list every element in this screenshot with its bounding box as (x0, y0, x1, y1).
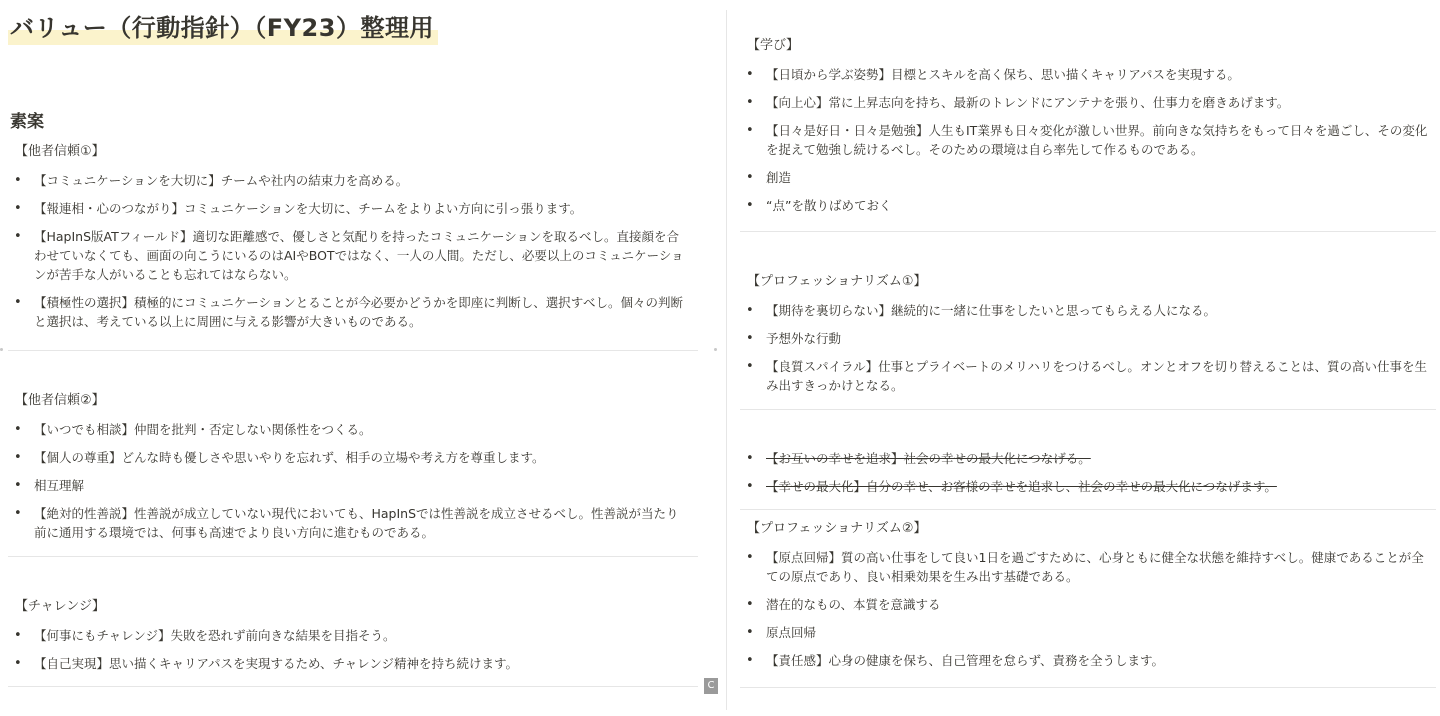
bullet-list (740, 449, 1436, 496)
list-item: • 【個人の尊重】どんな時も優しさや思いやりを忘れず、相手の立場や考え方を尊重します。 (8, 448, 698, 467)
list-item: • 【HapInS版ATフィールド】適切な距離感で、優しさと気配りを持ったコミュニケーションを取るべし。直接顔を合わせていなくても、画面の向こうにいるのはAIやBOTではなく、一人の人間。ただし、必要以上のコミュニケーションが苦手な人がいることも忘れてはならない。 (8, 227, 698, 284)
section-title: 【プロフェッショナリズム①】 (747, 274, 927, 289)
draft-heading: 素案 (10, 112, 44, 132)
right-column (734, 0, 1440, 716)
bullet-list (8, 420, 698, 542)
list-item: • 創造 (740, 168, 1436, 187)
section-title: 【チャレンジ】 (15, 599, 105, 614)
section-title: 【学び】 (747, 38, 800, 53)
divider (8, 686, 698, 687)
list-item: • 【良質スパイラル】仕事とプライベートのメリハリをつけるべし。オンとオフを切り替えることは、質の高い仕事を生み出すきっかけとなる。 (740, 357, 1436, 395)
section-professionalism-2 (740, 519, 1436, 670)
list-item: • 【向上心】常に上昇志向を持ち、最新のトレンドにアンテナを張り、仕事力を磨きあげます。 (740, 93, 1436, 112)
list-item: • 潜在的なもの、本質を意識する (740, 595, 1436, 614)
list-item: • 【絶対的性善説】性善説が成立していない現代においても、HapInSでは性善説を成立させるべし。性善説が当たり前に通用する環境では、何事も高速でより良い方向に進むものである。 (8, 504, 698, 542)
divider (740, 509, 1436, 510)
page-title: バリュー（行動指針）（FY23）整理用 (8, 8, 438, 45)
list-item: • 原点回帰 (740, 623, 1436, 642)
list-item: • 【積極性の選択】積極的にコミュニケーションとることが今必要かどうかを即座に判断し、選択すべし。個々の判断と選択は、考えている以上に周囲に与える影響が大きいものである。 (8, 293, 698, 331)
divider (740, 231, 1436, 232)
list-item: • 【いつでも相談】仲間を批判・否定しない関係性をつくる。 (8, 420, 698, 439)
list-item: • 【日々是好日・日々是勉強】人生もIT業界も日々変化が激しい世界。前向きな気持ちをもって日々を過ごし、その変化を捉えて勉強し続けるべし。そのための環境は自ら率先して作るものである。 (740, 121, 1436, 159)
list-item: • 【自己実現】思い描くキャリアパスを実現するため、チャレンジ精神を持ち続けます。 (8, 654, 698, 673)
section-title: 【プロフェッショナリズム②】 (747, 521, 927, 536)
section-learning (740, 36, 1436, 215)
list-item-struck: • 【幸せの最大化】自分の幸せ、お客様の幸せを追求し、社会の幸せの最大化につなげます。 (740, 477, 1436, 496)
list-item: • 【コミュニケーションを大切に】チームや社内の結束力を高める。 (8, 171, 698, 190)
section-title: 【他者信頼①】 (15, 144, 105, 159)
list-item: • 【報連相・心のつながり】コミュニケーションを大切に、チームをよりよい方向に引っ張ります。 (8, 199, 698, 218)
divider (740, 409, 1436, 410)
edge-marker (0, 348, 3, 351)
section-trust-2 (8, 391, 698, 542)
section-title: 【他者信頼②】 (15, 393, 105, 408)
list-item: • 【責任感】心身の健康を保ち、自己管理を怠らず、責務を全うします。 (740, 651, 1436, 670)
list-item: • 【何事にもチャレンジ】失敗を恐れず前向きな結果を目指そう。 (8, 626, 698, 645)
bullet-list (740, 548, 1436, 670)
left-column (0, 0, 714, 716)
bullet-list (740, 65, 1436, 215)
list-item: • 【原点回帰】質の高い仕事をして良い1日を過ごすために、心身ともに健全な状態を維持すべし。健康であることが全ての原点であり、良い相乗効果を生み出す基礎である。 (740, 548, 1436, 586)
section-struck-items (740, 440, 1436, 496)
list-item: • 【期待を裏切らない】継続的に一緒に仕事をしたいと思ってもらえる人になる。 (740, 301, 1436, 320)
bullet-list (8, 626, 698, 673)
list-item-struck: • 【お互いの幸せを追求】社会の幸せの最大化につなげる。 (740, 449, 1436, 468)
list-item: • 予想外な行動 (740, 329, 1436, 348)
section-challenge (8, 597, 698, 673)
list-item: • 【日頃から学ぶ姿勢】目標とスキルを高く保ち、思い描くキャリアパスを実現する。 (740, 65, 1436, 84)
divider (8, 556, 698, 557)
comment-badge-icon[interactable]: C (704, 678, 718, 694)
section-professionalism-1 (740, 272, 1436, 395)
section-trust-1 (8, 142, 698, 331)
divider (740, 687, 1436, 688)
list-item: • “点”を散りばめておく (740, 196, 1436, 215)
list-item: • 相互理解 (8, 476, 698, 495)
bullet-list (8, 171, 698, 331)
divider (8, 350, 698, 351)
bullet-list (740, 301, 1436, 395)
column-divider (726, 10, 727, 710)
edge-marker (714, 348, 717, 351)
